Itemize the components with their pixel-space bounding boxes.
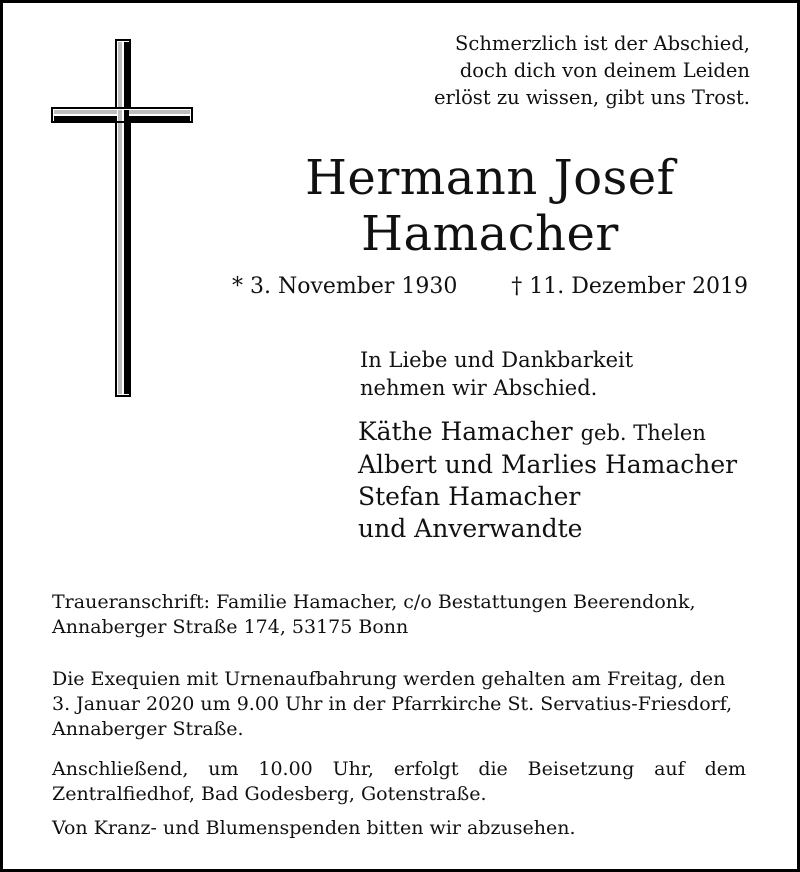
mourners-list: [358, 416, 778, 545]
burial-info: [52, 757, 746, 807]
quote-block: [420, 30, 750, 111]
exequies-line: Die Exequien mit Urnenaufbahrung werden gehalten am Freitag, den: [52, 668, 726, 690]
mourner-name: Käthe Hamacher: [358, 417, 573, 446]
deceased-name: [230, 150, 750, 262]
mourner-entry: [358, 416, 778, 449]
cross-icon: [48, 38, 198, 400]
address-line: Annaberger Straße 174, 53175 Bonn: [52, 616, 409, 638]
burial-line: Zentralfiedhof, Bad Godesberg, Gotenstraße.: [52, 783, 487, 805]
flower-request: [52, 816, 746, 841]
quote-line: doch dich von deinem Leiden: [459, 59, 750, 82]
exequies-info: [52, 667, 746, 742]
address-line: Traueranschrift: Familie Hamacher, c/o Bestattungen Beerendonk,: [52, 591, 696, 613]
death-date: † 11. Dezember 2019: [511, 274, 748, 299]
burial-line: Anschließend, um 10.00 Uhr, erfolgt die Beisetzung auf dem: [52, 758, 746, 780]
maiden-name: geb. Thelen: [580, 421, 706, 445]
mourner-entry: Albert und Marlies Hamacher: [358, 450, 738, 479]
deceased-first-names: Hermann Josef: [305, 150, 675, 206]
mourning-address: [52, 590, 746, 640]
farewell-line: In Liebe und Dankbarkeit: [360, 348, 634, 372]
exequies-line: 3. Januar 2020 um 9.00 Uhr in der Pfarrkirche St. Servatius-Friesdorf,: [52, 693, 733, 715]
deceased-surname: Hamacher: [361, 206, 619, 262]
mourner-entry: Stefan Hamacher: [358, 482, 581, 511]
exequies-line: Annaberger Straße.: [52, 718, 244, 740]
quote-line: Schmerzlich ist der Abschied,: [455, 32, 750, 55]
birth-date: * 3. November 1930: [232, 274, 458, 299]
quote-line: erlöst zu wissen, gibt uns Trost.: [433, 86, 750, 109]
request-line: Von Kranz- und Blumenspenden bitten wir abzusehen.: [52, 817, 576, 839]
farewell-line: nehmen wir Abschied.: [360, 376, 598, 400]
mourner-entry: und Anverwandte: [358, 514, 583, 543]
farewell-text: [360, 346, 760, 402]
